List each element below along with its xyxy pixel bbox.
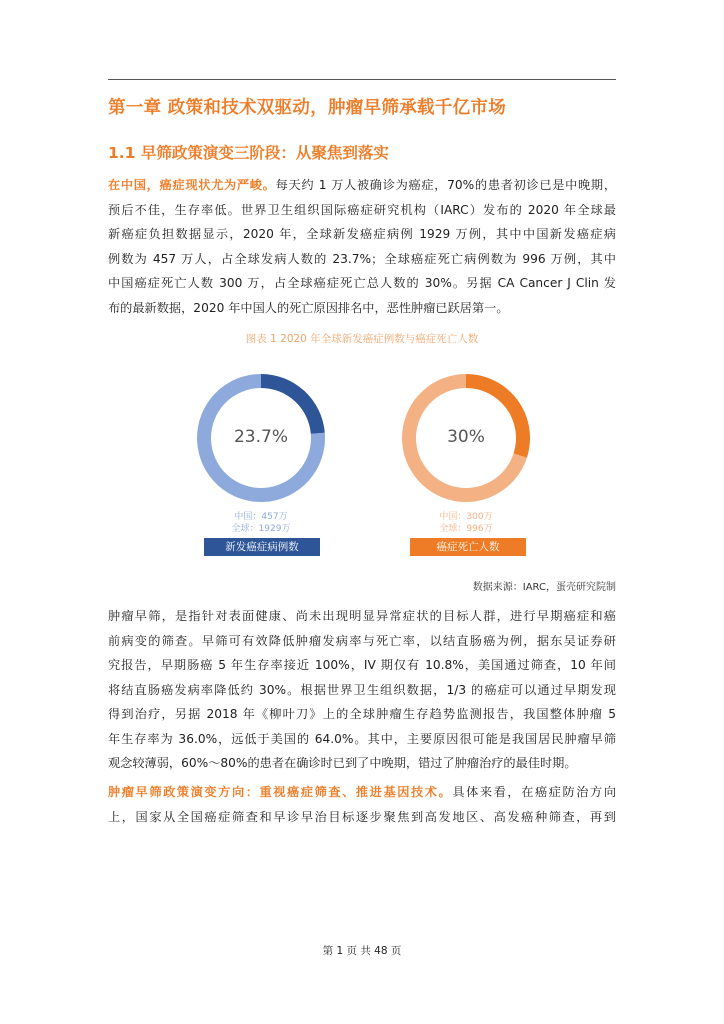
highlight-text: 肿瘤早筛政策演变方向：重视癌症筛查、推进基因技术。 xyxy=(108,785,453,799)
paragraph-line: 在中国，癌症现状尤为严峻。每天约 1 万人被确诊为癌症，70%的患者初诊已是中晚期， xyxy=(108,178,617,192)
paragraph-line: 观念较薄弱，60%～80%的患者在确诊时已到了中晚期，错过了肿瘤治疗的最佳时期。 xyxy=(108,756,577,770)
paragraph-line: 例数为 457 万人，占全球发病人数的 23.7%；全球癌症死亡病例数为 996 万例，其中 xyxy=(108,251,616,266)
chapter-title: 第一章 政策和技术双驱动，肿瘤早筛承载千亿市场 xyxy=(108,98,506,118)
paragraph-line: 究报告，早期肠癌 5 年生存率接近 100%，IV 期仅有 10.8%，美国通过筛查，10 年间 xyxy=(108,658,616,672)
highlight-text: 在中国，癌症现状尤为严峻。 xyxy=(108,178,276,192)
paragraph-policy-direction xyxy=(108,780,616,829)
note-line: 中国：300万 xyxy=(439,512,493,522)
donut-slice-new-cases-china xyxy=(261,374,325,434)
donut-center-label-new-cases: 23.7% xyxy=(233,427,288,447)
donut-center-label-deaths: 30% xyxy=(447,427,485,447)
paragraph-line: 将结直肠癌发病率降低约 30%。根据世界卫生组织数据，1/3 的癌症可以通过早期发现 xyxy=(108,682,616,697)
paragraph-line: 上，国家从全国癌症筛查和早诊早治目标逐步聚焦到高发地区、高发癌种筛查，再到 xyxy=(108,809,616,824)
note-line: 全球：996万 xyxy=(439,524,493,534)
donut-note-new-cases xyxy=(191,511,331,535)
paragraph-line: 新癌症负担数据显示，2020 年，全球新发癌症病例 1929 万例，其中中国新发癌症病 xyxy=(108,227,616,241)
section-title: 1.1 早筛政策演变三阶段：从聚焦到落实 xyxy=(108,144,389,162)
figure-caption: 图表 1 2020 年全球新发癌症例数与癌症死亡人数 xyxy=(245,333,479,345)
paragraph-line: 前病变的筛查。早筛可有效降低肿瘤发病率与死亡率，以结直肠癌为例，据东吴证券研 xyxy=(108,633,616,648)
paragraph-line: 年生存率为 36.0%，远低于美国的 64.0%。其中，主要原因很可能是我国居民肿瘤早筛 xyxy=(108,731,616,746)
page-footer: 第 1 页 共 48 页 xyxy=(322,945,402,957)
note-line: 全球：1929万 xyxy=(231,524,291,534)
paragraph-early-screening xyxy=(108,604,616,776)
legend-deaths: 癌症死亡人数 xyxy=(410,538,526,556)
paragraph-line: 预后不佳，生存率低。世界卫生组织国际癌症研究机构（IARC）发布的 2020 年全球最 xyxy=(108,202,616,217)
paragraph-line: 布的最新数据，2020 年中国人的死亡原因排名中，恶性肿瘤已跃居第一。 xyxy=(108,300,509,315)
legend-new-cases: 新发癌症病例数 xyxy=(204,538,320,556)
note-line: 中国：457万 xyxy=(234,512,288,522)
data-source: 数据来源：IARC，蛋壳研究院制 xyxy=(472,582,616,593)
paragraph-line: 肿瘤早筛政策演变方向：重视癌症筛查、推进基因技术。具体来看，在癌症防治方向 xyxy=(108,785,617,799)
paragraph-line: 得到治疗，另据 2018 年《柳叶刀》上的全球肿瘤生存趋势监测报告，我国整体肿瘤 5 xyxy=(108,707,616,721)
donut-note-deaths xyxy=(396,511,536,535)
paragraph-line: 肿瘤早筛，是指针对表面健康、尚未出现明显异常症状的目标人群，进行早期癌症和癌 xyxy=(108,609,616,623)
paragraph-line: 中国癌症死亡人数 300 万，占全球癌症死亡总人数的 30%。另据 CA Cancer J Clin 发 xyxy=(108,276,616,290)
